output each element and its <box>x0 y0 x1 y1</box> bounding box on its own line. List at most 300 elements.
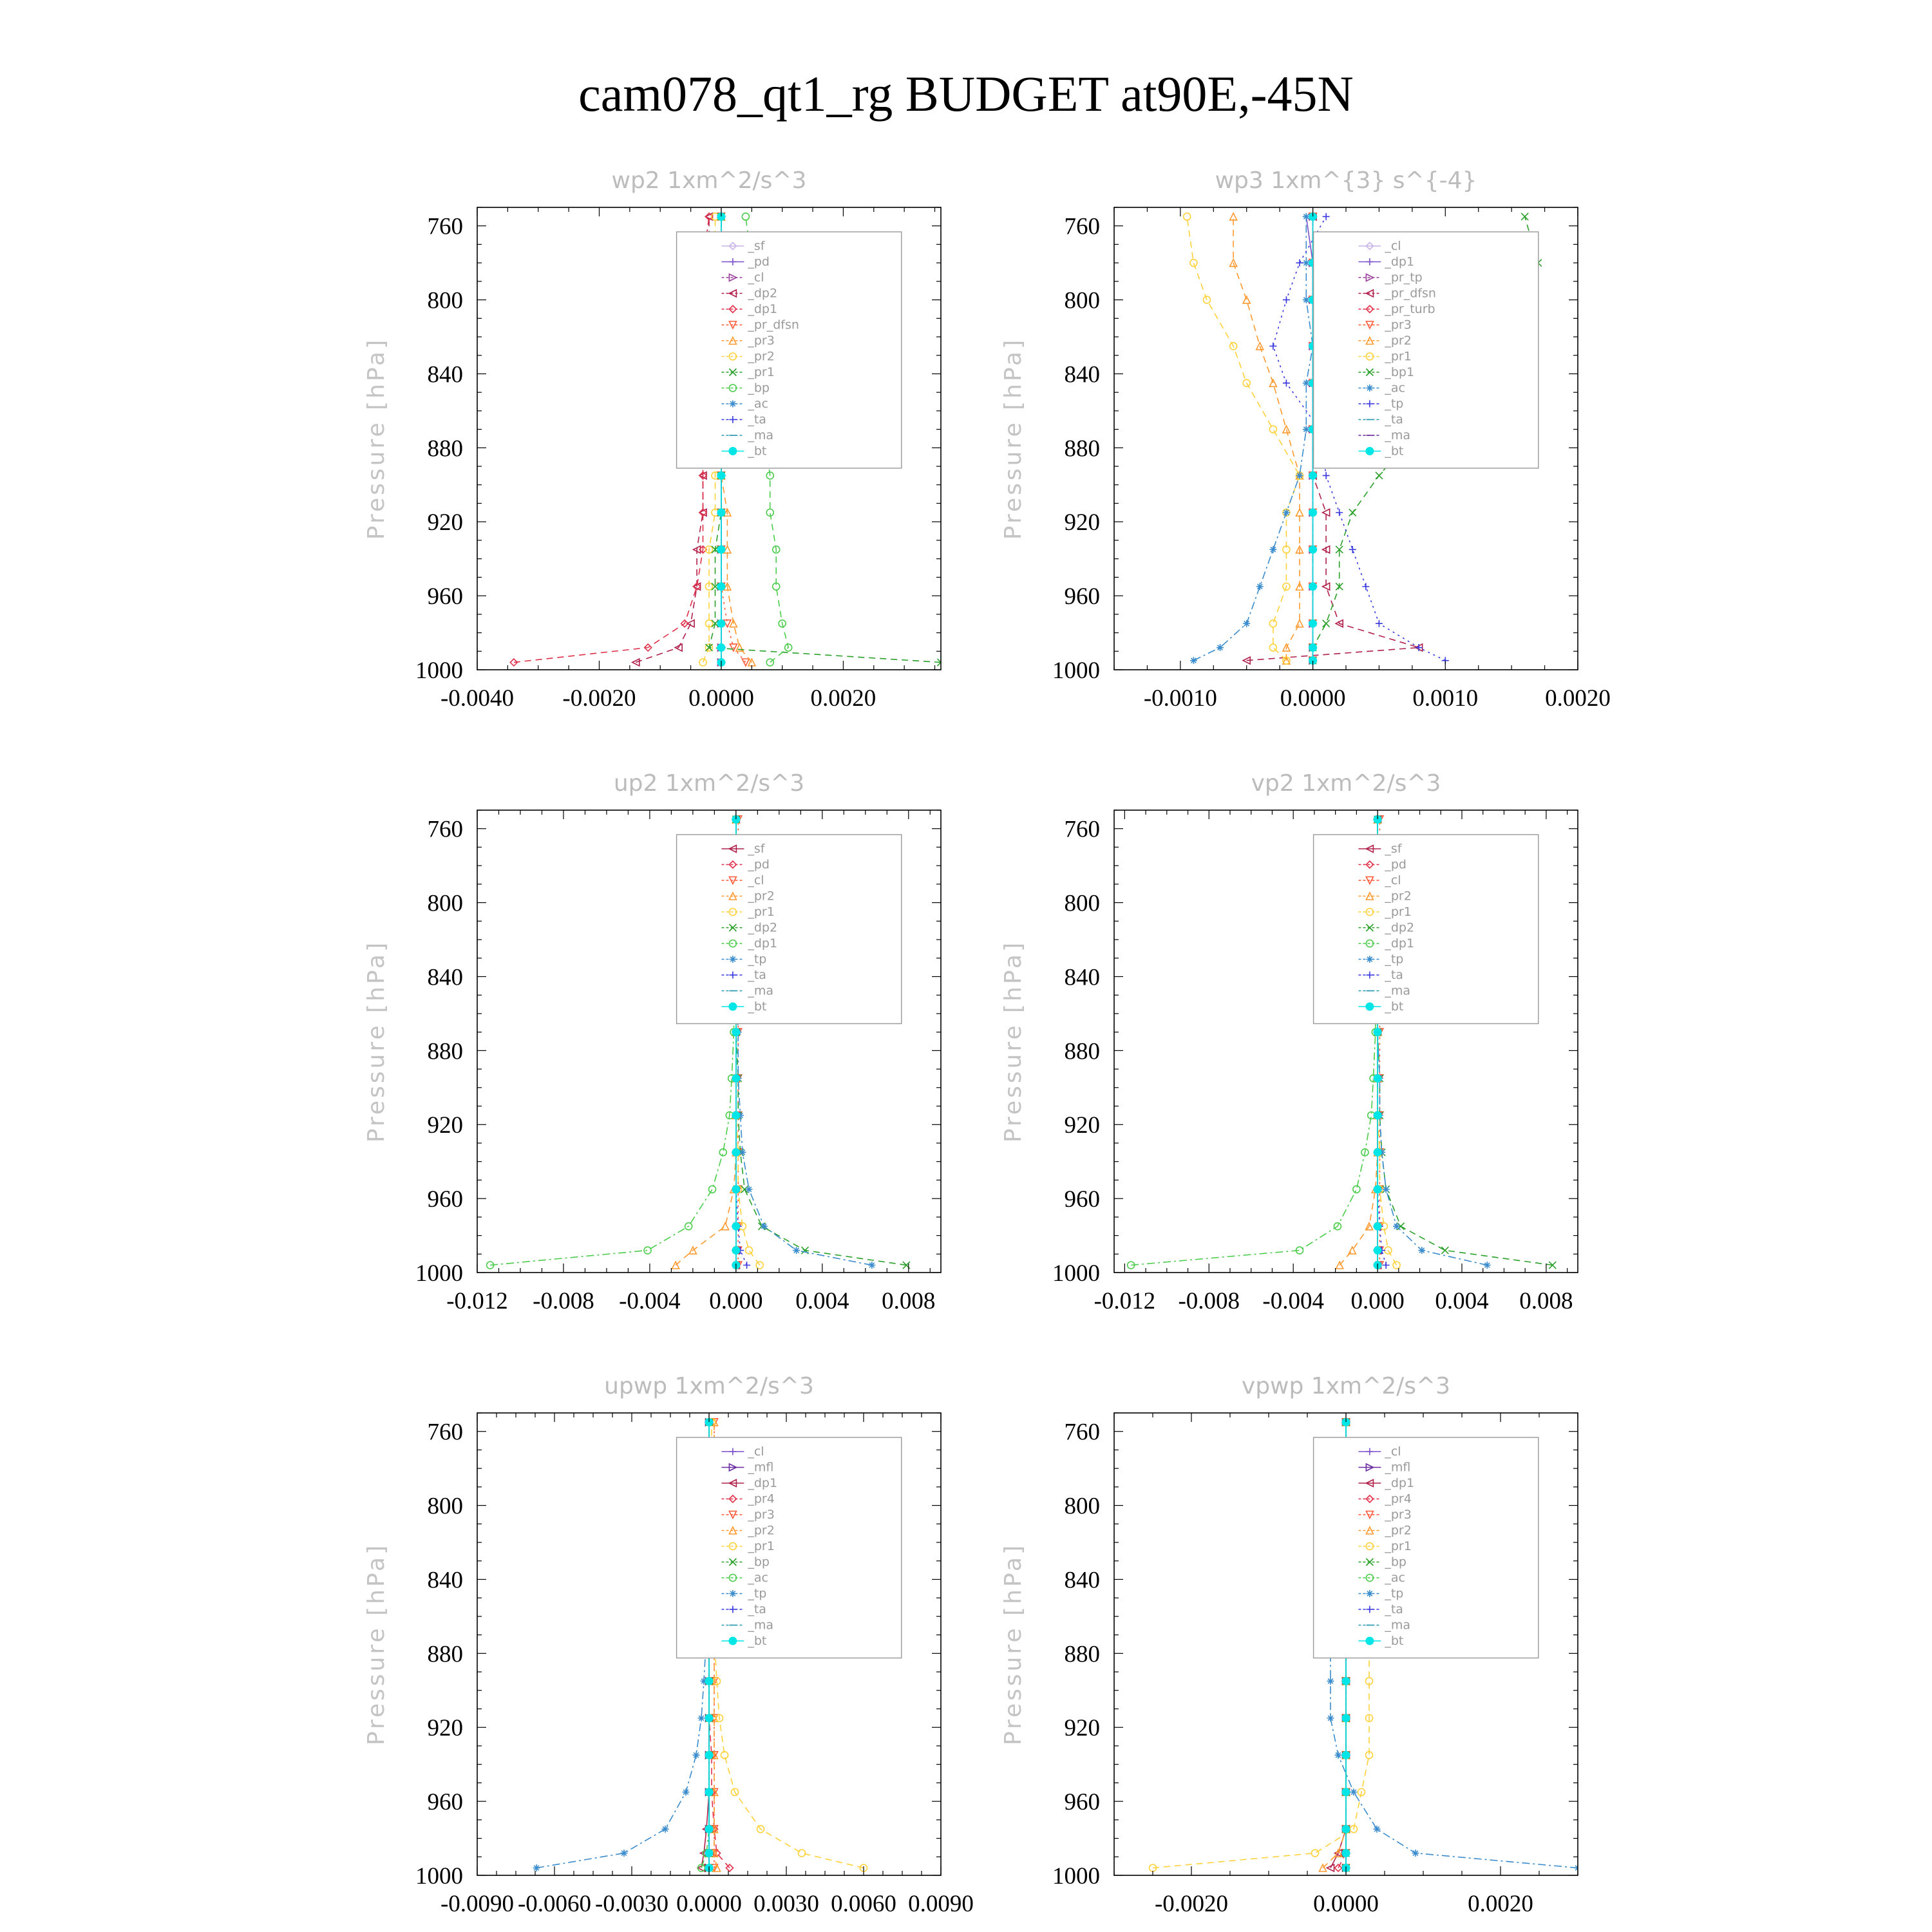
data-point <box>868 1262 875 1269</box>
legend-label: _bp <box>1385 1555 1406 1569</box>
y-tick-label: 760 <box>1064 1419 1100 1446</box>
data-point <box>1342 1677 1350 1685</box>
legend-label: _ma <box>1385 428 1411 442</box>
y-tick-label: 920 <box>427 1715 463 1742</box>
legend-label: _tp <box>748 1586 767 1601</box>
x-tick-label: -0.0090 <box>440 1891 515 1917</box>
legend-label: _tp <box>1385 397 1404 411</box>
x-tick-label: -0.0020 <box>1154 1891 1229 1917</box>
data-point <box>761 1223 768 1230</box>
x-tick-label: 0.0020 <box>1468 1891 1533 1917</box>
data-point <box>1336 509 1343 516</box>
chart-panel-6 <box>1000 1373 1582 1917</box>
legend-label: _pr3 <box>748 334 775 348</box>
y-tick-label: 760 <box>427 1419 463 1446</box>
data-point <box>732 1074 740 1083</box>
x-tick-label: -0.008 <box>1178 1288 1240 1314</box>
y-tick-label: 760 <box>427 816 463 843</box>
y-tick-label: 840 <box>1064 361 1100 388</box>
legend-label: _pr1 <box>1385 905 1412 919</box>
legend-label: _dp1 <box>748 936 778 951</box>
data-point <box>1309 582 1317 591</box>
data-point <box>1309 508 1317 516</box>
chart-panel-4 <box>1000 770 1578 1314</box>
data-point <box>1393 1262 1400 1269</box>
legend-marker <box>728 447 737 455</box>
legend-label: _pr1 <box>748 365 775 379</box>
data-point <box>717 620 725 628</box>
legend-label: _pr2 <box>748 349 775 364</box>
legend-label: _dp1 <box>748 1476 778 1490</box>
legend-label: _ta <box>1385 968 1403 982</box>
legend-label: _bt <box>748 444 767 459</box>
data-point <box>1190 657 1197 664</box>
legend-label: _dp1 <box>1385 1476 1415 1490</box>
data-point <box>1243 296 1250 303</box>
legend-label: _pr1 <box>1385 349 1412 364</box>
data-point <box>1269 379 1276 386</box>
data-point <box>714 1864 721 1871</box>
y-tick-label: 920 <box>427 1112 463 1139</box>
data-point <box>644 1247 651 1254</box>
x-tick-label: 0.0000 <box>688 685 754 712</box>
data-point <box>793 1247 800 1254</box>
legend-label: _bt <box>748 1634 767 1648</box>
data-point <box>1342 1825 1350 1833</box>
legend-marker <box>1365 1637 1374 1645</box>
legend-label: _ac <box>748 1571 768 1585</box>
y-axis-label: Pressure [hPa] <box>363 1542 390 1746</box>
legend-label: _bt <box>1385 999 1404 1014</box>
data-point <box>698 1714 705 1721</box>
y-tick-label: 840 <box>1064 1567 1100 1594</box>
legend-label: _dp2 <box>1385 920 1415 935</box>
data-point <box>1349 546 1356 553</box>
legend <box>1314 835 1539 1024</box>
legend <box>677 232 902 468</box>
y-tick-label: 960 <box>427 583 463 611</box>
y-tick-label: 960 <box>427 1789 463 1816</box>
data-point <box>1374 1246 1382 1255</box>
x-tick-label: 0.004 <box>795 1288 849 1314</box>
data-point <box>1521 213 1528 220</box>
legend-box <box>677 835 902 1024</box>
data-point <box>705 1714 714 1722</box>
figure-title: cam078_qt1_rg BUDGET at90E,-45N <box>578 66 1354 122</box>
data-point <box>1309 471 1317 480</box>
legend-label: _pr_tp <box>1385 270 1423 285</box>
x-tick-label: -0.0010 <box>1143 685 1217 712</box>
x-tick-label: 0.0010 <box>1412 685 1479 712</box>
y-tick-label: 880 <box>1064 1641 1100 1668</box>
legend-label: _pr3 <box>1385 1508 1412 1522</box>
data-point <box>1269 644 1276 651</box>
legend-label: _bt <box>1385 444 1404 459</box>
x-tick-label: -0.004 <box>1262 1288 1324 1314</box>
legend-label: _bt <box>1385 1634 1404 1648</box>
y-tick-label: 880 <box>427 1038 463 1065</box>
chart-panel-3 <box>363 770 941 1314</box>
data-point <box>1342 1788 1350 1796</box>
y-tick-label: 760 <box>1064 816 1100 843</box>
data-point <box>1374 1028 1382 1036</box>
x-tick-label: 0.0090 <box>908 1891 974 1917</box>
legend-box <box>677 1437 902 1658</box>
data-point <box>705 1788 714 1796</box>
legend-label: _ac <box>1385 1571 1405 1585</box>
data-point <box>1269 343 1276 350</box>
y-tick-label: 960 <box>427 1186 463 1213</box>
legend-label: _pr_dfsn <box>1385 286 1436 301</box>
data-point <box>1243 620 1250 627</box>
y-axis-label: Pressure [hPa] <box>1000 337 1027 540</box>
y-tick-label: 800 <box>1064 1493 1100 1520</box>
data-point <box>1309 643 1317 652</box>
x-tick-label: -0.0020 <box>562 685 636 712</box>
data-point <box>717 582 725 591</box>
y-tick-label: 960 <box>1064 583 1100 611</box>
legend-label: _pd <box>748 857 770 872</box>
y-tick-label: 800 <box>1064 287 1100 314</box>
legend-label: _pr2 <box>1385 889 1412 904</box>
data-point <box>732 1111 740 1119</box>
panel-title: vpwp 1xm^2/s^3 <box>1241 1373 1451 1399</box>
data-point <box>732 1028 740 1036</box>
data-point <box>1323 472 1330 479</box>
x-tick-label: 0.000 <box>709 1288 763 1314</box>
x-tick-label: 0.0060 <box>831 1891 896 1917</box>
legend-label: _cl <box>748 873 764 887</box>
legend-label: _sf <box>1385 842 1402 856</box>
y-tick-label: 1000 <box>415 658 463 684</box>
data-point <box>1283 426 1290 433</box>
x-tick-label: -0.0060 <box>517 1891 592 1917</box>
x-tick-label: 0.004 <box>1435 1288 1489 1314</box>
series-line-pr1 <box>1187 216 1300 660</box>
data-point <box>1484 1262 1491 1269</box>
legend-marker <box>729 401 736 408</box>
legend-marker <box>729 1590 736 1597</box>
data-point <box>1353 1186 1360 1193</box>
x-tick-label: 0.0000 <box>1280 685 1346 712</box>
y-axis-label: Pressure [hPa] <box>363 940 390 1143</box>
legend-label: _sf <box>748 239 765 253</box>
legend-label: _mfl <box>1385 1460 1411 1475</box>
legend-label: _pr2 <box>748 889 775 904</box>
legend-label: _pr2 <box>1385 334 1412 348</box>
data-point <box>1309 545 1317 554</box>
y-axis-label: Pressure [hPa] <box>363 337 390 540</box>
data-point <box>1342 1714 1350 1722</box>
data-point <box>717 545 725 554</box>
y-tick-label: 840 <box>1064 964 1100 991</box>
data-point <box>1312 1850 1319 1857</box>
data-point <box>745 1247 752 1254</box>
y-tick-label: 960 <box>1064 1789 1100 1816</box>
y-tick-label: 840 <box>427 1567 463 1594</box>
y-tick-label: 920 <box>427 509 463 536</box>
y-tick-label: 840 <box>427 964 463 991</box>
panel-title: vp2 1xm^2/s^3 <box>1251 770 1441 797</box>
legend-box <box>1314 835 1539 1024</box>
legend-label: _bp <box>748 1555 770 1569</box>
data-point <box>742 213 749 220</box>
data-point <box>1374 1074 1382 1083</box>
data-point <box>1269 546 1276 553</box>
x-tick-label: 0.0020 <box>1545 685 1611 712</box>
legend-label: _ma <box>1385 983 1411 998</box>
data-point <box>1283 379 1290 386</box>
legend-label: _dp1 <box>1385 254 1415 269</box>
y-tick-label: 880 <box>427 1641 463 1668</box>
y-tick-label: 800 <box>427 890 463 917</box>
legend-label: _bp <box>748 381 770 395</box>
panel-grid <box>363 167 1611 1917</box>
legend-label: _pr2 <box>748 1523 775 1538</box>
data-point <box>1374 1111 1382 1119</box>
legend-marker <box>1365 1003 1374 1011</box>
data-point <box>1269 426 1276 433</box>
data-point <box>1374 1148 1382 1157</box>
legend-label: _tp <box>748 952 767 967</box>
legend-label: _cl <box>1385 873 1401 887</box>
data-point <box>1283 509 1290 516</box>
data-point <box>732 1185 740 1193</box>
data-point <box>693 1752 700 1759</box>
data-point <box>683 1788 690 1795</box>
y-tick-label: 880 <box>427 435 463 462</box>
x-tick-label: 0.008 <box>1519 1288 1573 1314</box>
legend-marker <box>729 956 736 963</box>
legend-label: _ta <box>748 968 766 982</box>
data-point <box>1393 1223 1400 1230</box>
y-tick-label: 840 <box>427 361 463 388</box>
data-point <box>1335 1864 1342 1871</box>
data-point <box>662 1826 669 1833</box>
legend-label: _tp <box>1385 1586 1404 1601</box>
data-point <box>1296 620 1303 627</box>
data-point <box>621 1850 628 1857</box>
legend-label: _pr3 <box>1385 317 1412 332</box>
y-axis-label: Pressure [hPa] <box>1000 1542 1027 1746</box>
legend-label: _sf <box>748 842 765 856</box>
legend-box <box>1314 232 1539 468</box>
x-tick-label: 0.0000 <box>676 1891 742 1917</box>
data-point <box>705 1677 714 1685</box>
legend-label: _dp2 <box>748 286 778 301</box>
legend-label: _pd <box>748 254 770 269</box>
series-line-ac <box>1193 216 1312 660</box>
legend <box>677 835 902 1024</box>
legend-label: _ma <box>748 1618 774 1633</box>
data-point <box>722 1223 729 1230</box>
data-point <box>1283 296 1290 303</box>
panel-title: wp2 1xm^2/s^3 <box>611 167 807 194</box>
data-point <box>717 471 725 480</box>
y-tick-label: 880 <box>1064 435 1100 462</box>
legend-box <box>677 232 902 468</box>
legend-label: _ta <box>1385 412 1403 427</box>
legend-label: _dp2 <box>748 920 778 935</box>
x-tick-label: 0.000 <box>1350 1288 1405 1314</box>
legend-marker <box>728 1637 737 1645</box>
x-tick-label: 0.0030 <box>753 1891 819 1917</box>
legend-label: _ac <box>1385 381 1405 395</box>
y-tick-label: 920 <box>1064 509 1100 536</box>
y-tick-label: 1000 <box>415 1863 463 1889</box>
legend-label: _dp1 <box>1385 936 1415 951</box>
data-point <box>1441 1247 1448 1254</box>
data-point <box>1323 213 1330 220</box>
data-point <box>1335 1752 1342 1759</box>
data-point <box>1327 1678 1334 1685</box>
data-point <box>699 659 706 666</box>
y-axis-label: Pressure [hPa] <box>1000 940 1027 1143</box>
data-point <box>1376 472 1383 479</box>
legend-label: _pr_turb <box>1385 302 1435 316</box>
data-point <box>1350 1788 1358 1795</box>
data-point <box>1342 1849 1350 1857</box>
data-point <box>709 1186 716 1193</box>
legend-label: _ta <box>748 1602 766 1616</box>
y-tick-label: 800 <box>427 1493 463 1520</box>
y-tick-label: 760 <box>1064 213 1100 240</box>
y-tick-label: 800 <box>1064 890 1100 917</box>
x-tick-label: -0.004 <box>619 1288 681 1314</box>
data-point <box>717 643 725 652</box>
chart-panel-1 <box>363 167 945 712</box>
legend-label: _cl <box>1385 1444 1401 1459</box>
legend <box>1314 1437 1539 1658</box>
legend-marker <box>1365 447 1374 455</box>
y-tick-label: 1000 <box>1052 658 1100 684</box>
legend-label: _ta <box>1385 1602 1403 1616</box>
legend-label: _mfl <box>748 1460 774 1475</box>
legend-box <box>1314 1437 1539 1658</box>
data-point <box>1362 583 1369 590</box>
legend-label: _pd <box>1385 857 1406 872</box>
y-tick-label: 920 <box>1064 1112 1100 1139</box>
data-point <box>743 1262 750 1269</box>
legend-label: _cl <box>748 1444 764 1459</box>
data-point <box>1296 472 1303 479</box>
legend-label: _dp1 <box>748 302 778 316</box>
legend-label: _ta <box>748 412 766 427</box>
data-point <box>1383 1262 1390 1269</box>
legend-label: _bt <box>748 999 767 1014</box>
x-tick-label: -0.0030 <box>594 1891 669 1917</box>
data-point <box>1327 1864 1334 1871</box>
legend <box>1314 232 1539 468</box>
data-point <box>705 1825 714 1833</box>
data-point <box>706 644 713 651</box>
data-point <box>799 1850 806 1857</box>
legend-label: _bp1 <box>1385 365 1415 379</box>
x-tick-label: 0.008 <box>882 1288 936 1314</box>
legend-label: _ma <box>748 428 774 442</box>
x-tick-label: 0.0020 <box>810 685 876 712</box>
data-point <box>1374 1826 1381 1833</box>
y-tick-label: 960 <box>1064 1186 1100 1213</box>
y-tick-label: 920 <box>1064 1715 1100 1742</box>
legend-label: _cl <box>748 270 764 285</box>
data-point <box>1374 1222 1382 1231</box>
data-point <box>1296 260 1303 267</box>
legend-label: _pr1 <box>748 1539 775 1553</box>
data-point <box>533 1864 540 1871</box>
data-point <box>1374 1185 1382 1193</box>
data-point <box>705 1751 714 1759</box>
legend-label: _pr1 <box>1385 1539 1412 1553</box>
legend-marker <box>728 1003 737 1011</box>
data-point <box>717 508 725 516</box>
chart-panel-5 <box>363 1373 974 1917</box>
y-tick-label: 880 <box>1064 1038 1100 1065</box>
data-point <box>1327 1714 1334 1721</box>
data-point <box>742 659 749 666</box>
y-tick-label: 1000 <box>415 1260 463 1287</box>
legend-label: _tp <box>1385 952 1404 967</box>
series-line-dp1 <box>1306 216 1312 660</box>
data-point <box>705 1849 714 1857</box>
data-point <box>1184 213 1191 220</box>
data-point <box>1309 620 1317 628</box>
legend-label: _pr_dfsn <box>748 317 799 332</box>
legend-label: _cl <box>1385 239 1401 253</box>
legend-label: _pr4 <box>748 1492 775 1506</box>
y-tick-label: 1000 <box>1052 1260 1100 1287</box>
chart-panel-2 <box>1000 167 1611 712</box>
data-point <box>1296 509 1303 516</box>
y-tick-label: 800 <box>427 287 463 314</box>
legend-label: _pr4 <box>1385 1492 1412 1506</box>
legend-label: _pr2 <box>1385 1523 1412 1538</box>
legend-label: _ma <box>1385 1618 1411 1633</box>
data-point <box>732 1246 740 1255</box>
x-tick-label: -0.012 <box>1094 1288 1156 1314</box>
data-point <box>1349 509 1356 516</box>
data-point <box>1376 620 1383 627</box>
legend <box>677 1437 902 1658</box>
data-point <box>1412 1850 1419 1857</box>
x-tick-label: 0.0000 <box>1313 1891 1379 1917</box>
series-line-pr2 <box>1233 216 1300 660</box>
x-tick-label: -0.012 <box>446 1288 508 1314</box>
y-tick-label: 760 <box>427 213 463 240</box>
data-point <box>1349 1247 1356 1254</box>
data-point <box>1256 583 1264 590</box>
x-tick-label: -0.0040 <box>440 685 515 712</box>
panel-title: up2 1xm^2/s^3 <box>613 770 805 797</box>
data-point <box>1217 644 1224 651</box>
panel-title: upwp 1xm^2/s^3 <box>604 1373 814 1399</box>
x-tick-label: -0.008 <box>533 1288 594 1314</box>
data-point <box>732 1148 740 1157</box>
legend-label: _pr1 <box>748 905 775 919</box>
data-point <box>732 1222 740 1231</box>
legend-label: _ac <box>748 397 768 411</box>
data-point <box>745 1186 752 1193</box>
legend-label: _ma <box>748 983 774 998</box>
data-point <box>1269 620 1276 627</box>
data-point <box>756 1262 763 1269</box>
data-point <box>1323 620 1330 627</box>
data-point <box>1342 1751 1350 1759</box>
legend-label: _pr3 <box>748 1508 775 1522</box>
data-point <box>1190 260 1197 267</box>
panel-title: wp3 1xm^{3} s^{-4} <box>1215 167 1477 194</box>
y-tick-label: 1000 <box>1052 1863 1100 1889</box>
